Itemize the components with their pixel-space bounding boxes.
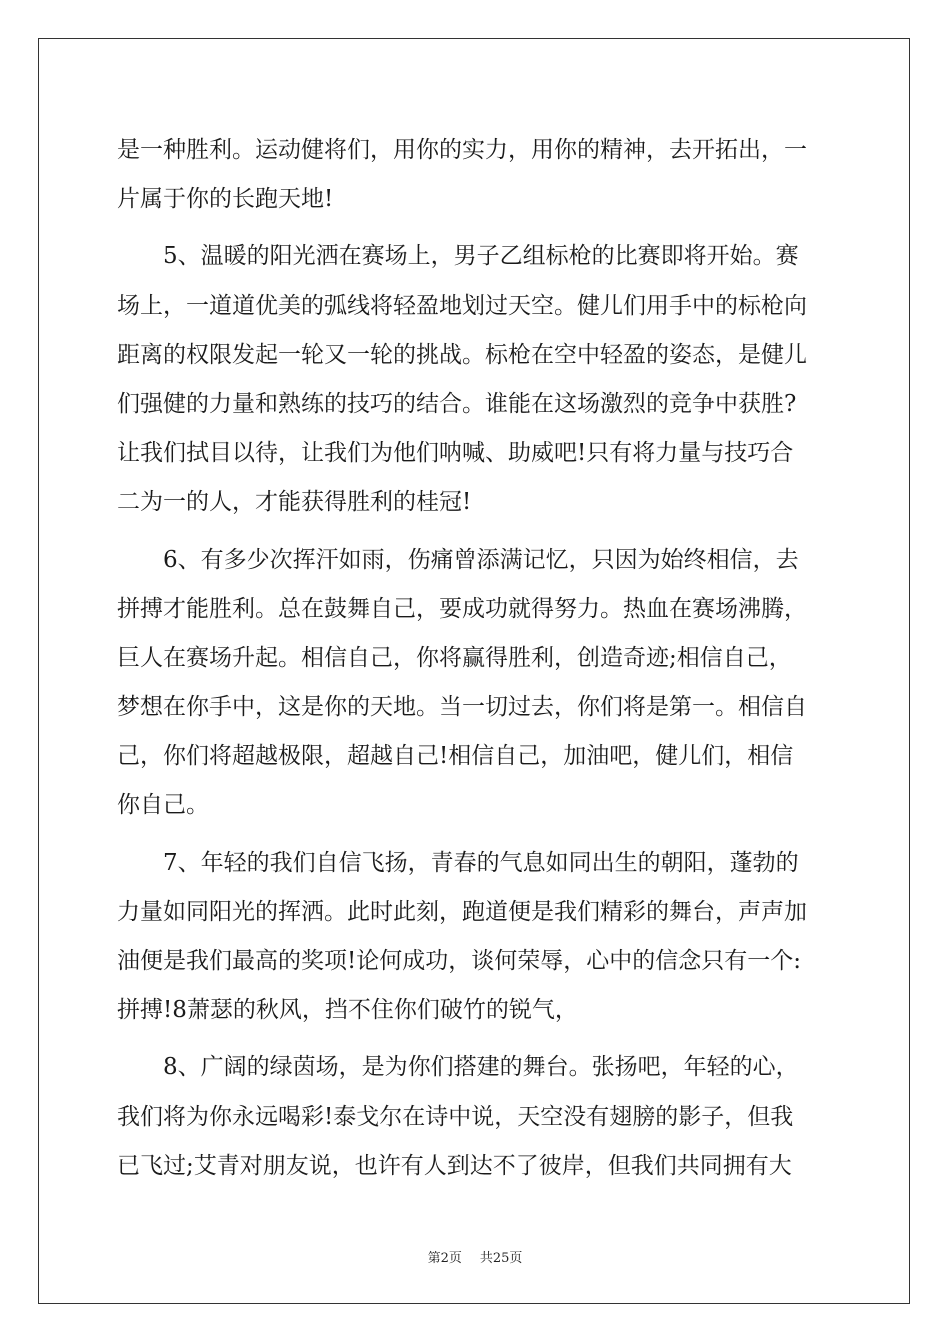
text-line: 己，你们将超越极限，超越自己!相信自己，加油吧，健儿们，相信 bbox=[117, 743, 794, 770]
text-line: 片属于你的长跑天地! bbox=[117, 186, 334, 213]
page-number: 第2页 bbox=[427, 1251, 462, 1266]
text-line: 拼搏!8萧瑟的秋风，挡不住你们破竹的锐气， bbox=[117, 997, 578, 1024]
text-line: 巨人在赛场升起。相信自己，你将赢得胜利，创造奇迹;相信自己， bbox=[117, 644, 792, 671]
paragraph-5 bbox=[117, 232, 835, 527]
text-line: 距离的权限发起一轮又一轮的挑战。标枪在空中轻盈的姿态，是健儿 bbox=[117, 341, 807, 368]
text-line: 5、温暖的阳光洒在赛场上，男子乙组标枪的比赛即将开始。赛 bbox=[163, 243, 799, 270]
paragraph-7 bbox=[117, 839, 835, 1036]
text-line: 是一种胜利。运动健将们，用你的实力，用你的精神，去开拓出，一 bbox=[117, 137, 807, 163]
text-line: 场上，一道道优美的弧线将轻盈地划过天空。健儿们用手中的标枪向 bbox=[117, 292, 807, 319]
text-line: 你自己。 bbox=[117, 792, 209, 819]
text-line: 我们将为你永远喝彩!泰戈尔在诗中说，天空没有翅膀的影子，但我 bbox=[117, 1103, 794, 1130]
text-line: 8、广阔的绿茵场，是为你们搭建的舞台。张扬吧，年轻的心， bbox=[163, 1054, 799, 1081]
paragraph-4-continued bbox=[117, 126, 835, 224]
text-line: 力量如同阳光的挥洒。此时此刻，跑道便是我们精彩的舞台，声声加 bbox=[117, 898, 807, 925]
text-line: 6、有多少次挥汗如雨，伤痛曾添满记忆，只因为始终相信，去 bbox=[163, 546, 799, 573]
text-line: 7、年轻的我们自信飞扬，青春的气息如同出生的朝阳，蓬勃的 bbox=[163, 849, 799, 876]
paragraph-6 bbox=[117, 536, 835, 831]
page-total: 共25页 bbox=[479, 1251, 523, 1266]
text-line: 让我们拭目以待，让我们为他们呐喊、助威吧!只有将力量与技巧合 bbox=[117, 440, 794, 467]
text-line: 油便是我们最高的奖项!论何成功，谈何荣辱，心中的信念只有一个: bbox=[117, 948, 801, 974]
text-line: 拼搏才能胜利。总在鼓舞自己，要成功就得努力。热血在赛场沸腾， bbox=[117, 595, 807, 622]
text-line: 们强健的力量和熟练的技巧的结合。谁能在这场激烈的竞争中获胜? bbox=[117, 390, 797, 417]
paragraph-8 bbox=[117, 1043, 835, 1191]
text-line: 已飞过;艾青对朋友说，也许有人到达不了彼岸，但我们共同拥有大 bbox=[117, 1152, 792, 1179]
page-footer bbox=[0, 1247, 950, 1266]
text-line: 二为一的人，才能获得胜利的桂冠! bbox=[117, 489, 472, 516]
document-body bbox=[117, 126, 835, 1191]
text-line: 梦想在你手中，这是你的天地。当一切过去，你们将是第一。相信自 bbox=[117, 694, 807, 721]
